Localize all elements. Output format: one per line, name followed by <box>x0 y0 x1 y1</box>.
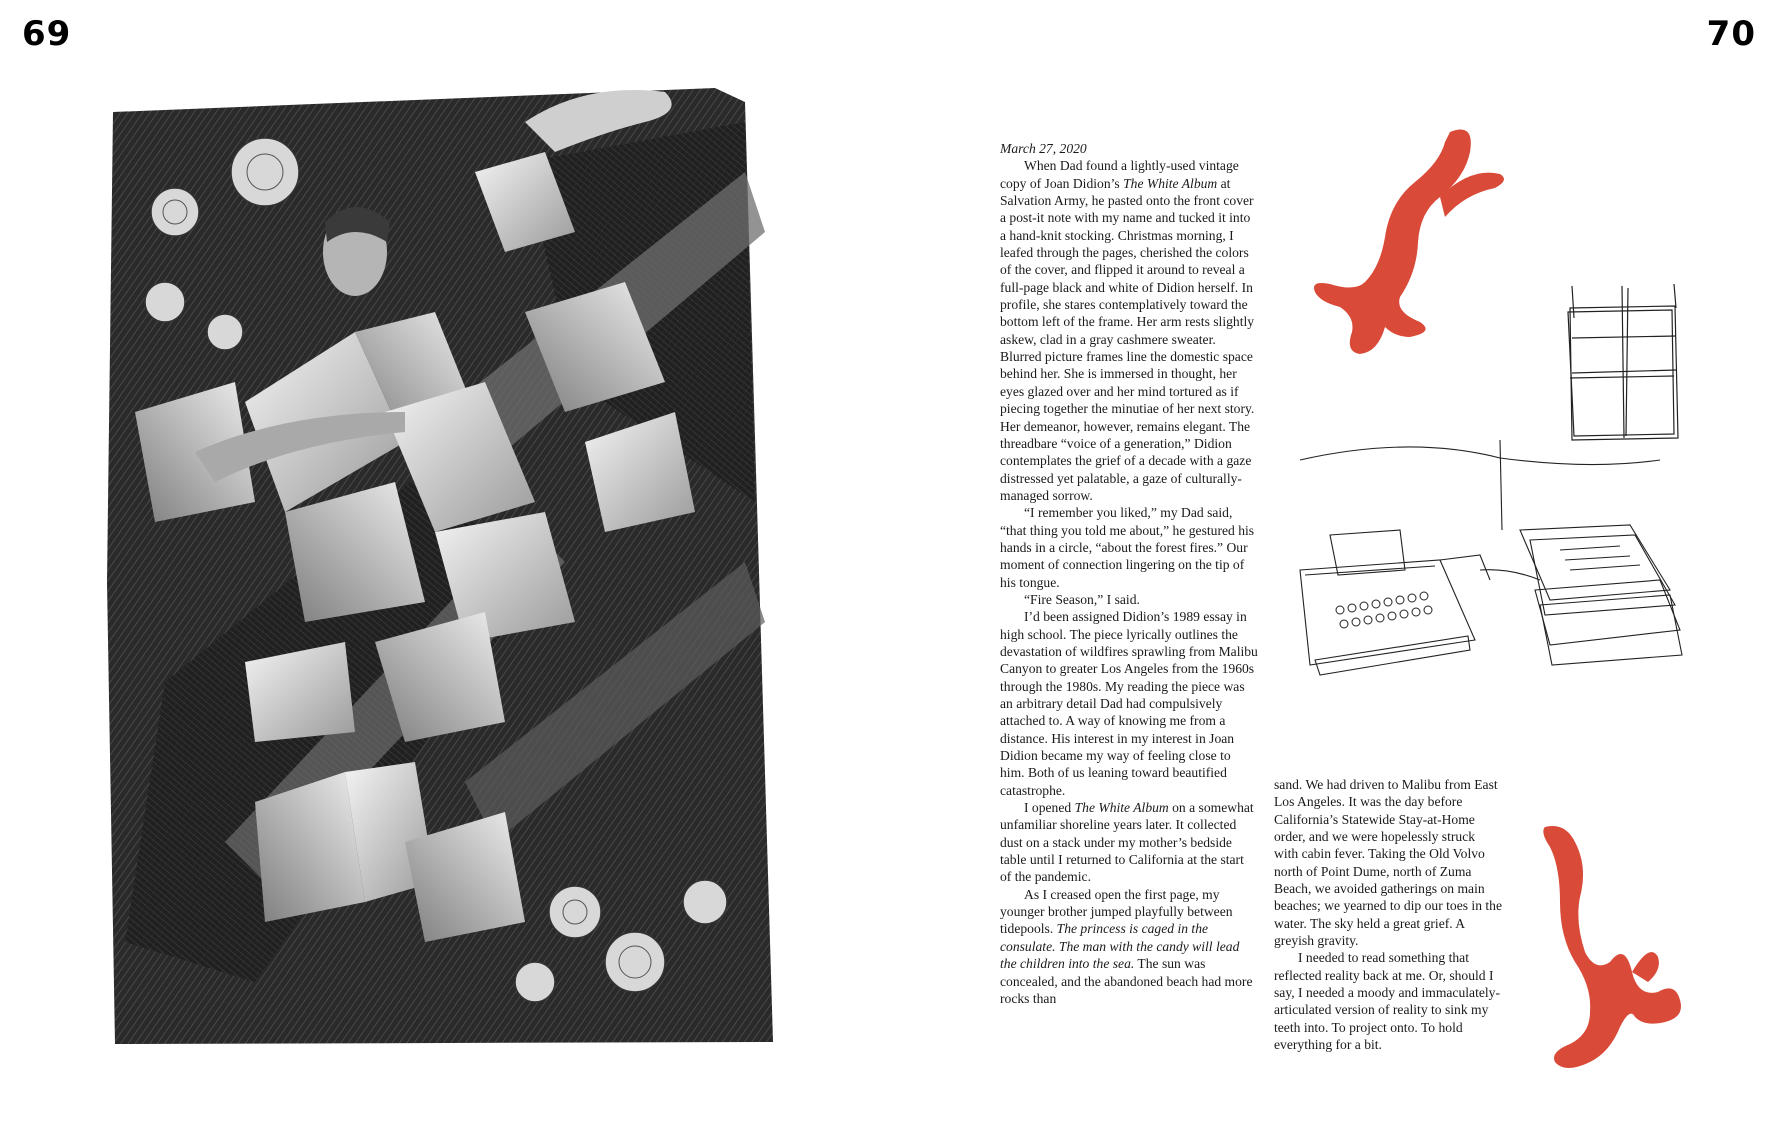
charcoal-illustration <box>105 82 775 1050</box>
window-frame-sketch <box>1550 278 1690 450</box>
page-number-left: 69 <box>22 14 72 54</box>
paragraph: “Fire Season,” I said. <box>1024 591 1140 607</box>
paragraph: “I remember you liked,” my Dad said, “that thing you told me about,” he gestured his hands in a circle, “about the forest fires.” Our moment of connection lingering on the tip of his tongue. <box>1000 505 1255 590</box>
article-date: March 27, 2020 <box>1000 141 1087 156</box>
paragraph: I opened The White Album on a somewhat unfamiliar shoreline years later. It collected dust on a stack under my mother’s bedside table until I returned to California at the start of the pandemic. <box>1000 800 1254 885</box>
paragraph: I’d been assigned Didion’s 1989 essay in high school. The piece lyrically outlines the devastation of wildfires sprawling from Malibu Canyon to greater Los Angeles from the 1960s through the 1980s. My reading the piece was an arbitrary detail Dad had compulsively attached to. A way of knowing me from a distance. His interest in my interest in Joan Didion became my way of feeling close to him. Both of us leaning toward beautified catastrophe. <box>1000 609 1258 798</box>
typewriter-and-papers-sketch <box>1290 440 1690 680</box>
article-column-1 <box>1000 140 1258 1007</box>
page-number-right: 70 <box>1706 14 1756 54</box>
paragraph: sand. We had driven to Malibu from East Los Angeles. It was the day before California’s Statewide Stay-at-Home order, and we were hopelessly struck with cabin fever. Taking the Old Volvo north of Point Dume, north of Zuma Beach, we avoided gatherings on main beaches; we yearned to dip our toes in the water. The sky held a great grief. A greyish gravity. <box>1274 777 1502 949</box>
paragraph: I needed to read something that reflected reality back at me. Or, should I say, I needed a moody and immaculately-articulated version of reality to sink my teeth into. To project onto. To hold everything for a bit. <box>1274 950 1500 1053</box>
red-branch-bottom-icon <box>1540 822 1700 1080</box>
article-column-2 <box>1274 776 1502 1054</box>
paragraph: As I creased open the first page, my younger brother jumped playfully between tidepools. The princess is caged in the consulate. The man with the candy will lead the children into the sea. The sun was concealed, and the abandoned beach had more rocks than <box>1000 886 1253 1006</box>
red-branch-shape <box>1543 826 1681 1068</box>
red-branch-shape <box>1314 130 1471 355</box>
paragraph: When Dad found a lightly-used vintage copy of Joan Didion’s The White Album at Salvation Army, he pasted onto the front cover a post-it note with my name and tucked it into a hand-knit stocking. Christmas morning, I leafed through the pages, cherished the colors of the cover, and flipped it around to reveal a full-page black and white of Didion herself. In profile, she stares contemplatively toward the bottom left of the frame. Her arm rests slightly askew, clad in a gray cashmere sweater. Blurred picture frames line the domestic space behind her. She is immersed in thought, her eyes glazed over and her mind tortured as if piecing together the minutiae of her next story. Her demeanor, however, remains elegant. The threadbare “voice of a generation,” Didion contemplates the grief of a decade with a gaze distressed yet palatable, a gaze of culturally-managed sorrow. <box>1000 158 1255 503</box>
red-branch-top-icon <box>1300 122 1520 362</box>
